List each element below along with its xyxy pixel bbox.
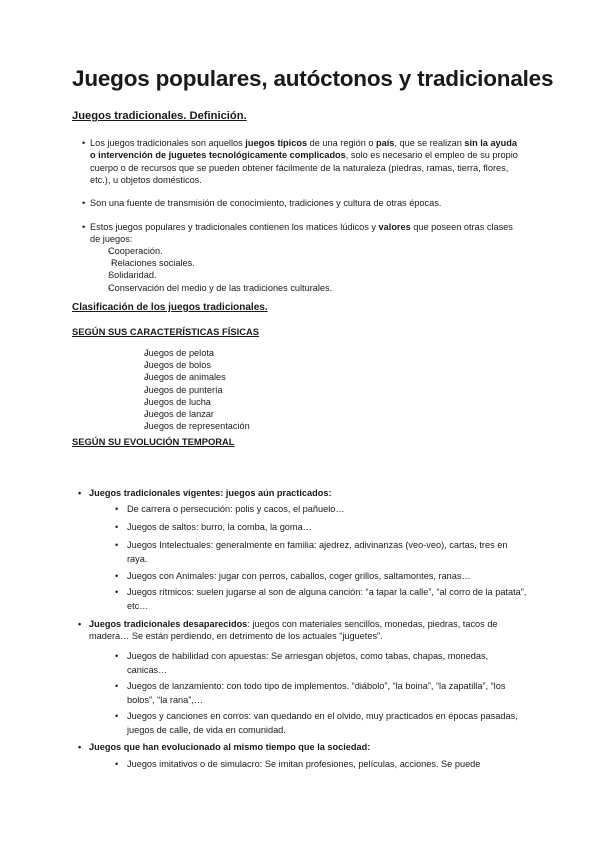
list-item: - Juegos de puntería bbox=[126, 384, 250, 396]
def-text-g: , solo es necesario el empleo de su propio cuerpo o de recursos que se pueden obtener fácilmente de la naturaleza (piedras, ramas, tierra, flores, etc.), u objetos domésticos. bbox=[90, 150, 518, 186]
desaparecidos-text: : juegos con materiales sencillos, monedas, piedras, tacos de madera… Se están perdiendo, en detrimento de los actuales “juguetes”. bbox=[89, 619, 498, 642]
def-text-e: , que se realizan bbox=[394, 138, 465, 148]
desaparecidos-label: Juegos tradicionales desaparecidos bbox=[89, 619, 248, 629]
physical-list bbox=[126, 347, 250, 432]
list-item: • Juegos de saltos: burro, la comba, la goma… bbox=[127, 521, 527, 535]
list-item: - Conservación del medio y de las tradiciones culturales. bbox=[90, 282, 332, 294]
list-item: • Juegos rítmicos: suelen jugarse al son de alguna canción: “a tapar la calle”, “al corro de la patata”, etc… bbox=[127, 586, 529, 614]
list-item: • Juegos de habilidad con apuestas: Se arriesgan objetos, como tabas, chapas, monedas, canicas… bbox=[127, 650, 527, 678]
list-item: • Juegos de lanzamiento: con todo tipo de implementos. “diábolo”, “la boina”, “la zapatilla”, “los bolos”, “la rana”,… bbox=[127, 680, 527, 708]
list-item: - Juegos de pelota bbox=[126, 347, 250, 359]
def-text-d: país bbox=[376, 138, 395, 148]
list-item: - Juegos de representación bbox=[126, 420, 250, 432]
def-text-f: sin la ayuda o intervención de juguetes tecnológicamente complicados bbox=[90, 138, 518, 161]
classification-heading: Clasificación de los juegos tradicionales. bbox=[72, 302, 268, 313]
values-text-b: valores bbox=[378, 222, 411, 232]
values-paragraph bbox=[90, 221, 522, 246]
def-text-b: juegos típicos bbox=[245, 138, 308, 148]
values-list bbox=[90, 245, 332, 294]
def-text-a: Los juegos tradicionales son aquellos bbox=[90, 138, 246, 148]
evolucionado-label: • Juegos que han evolucionado al mismo tiempo que la sociedad: bbox=[89, 741, 529, 753]
list-item: • Juegos con Animales: jugar con perros, caballos, coger grillos, saltamontes, ranas… bbox=[127, 570, 527, 584]
desaparecidos-paragraph bbox=[89, 618, 527, 643]
vigentes-label: • Juegos tradicionales vigentes: juegos aún practicados: bbox=[89, 487, 529, 499]
list-item: - Solidaridad. bbox=[90, 269, 332, 281]
definition-heading: Juegos tradicionales. Definición. bbox=[72, 110, 247, 122]
page-title: Juegos populares, autóctonos y tradicionales bbox=[72, 66, 554, 91]
list-item: - Cooperación. bbox=[90, 245, 332, 257]
definition-paragraph bbox=[90, 137, 522, 187]
list-item: • Juegos y canciones en corros: van quedando en el olvido, muy practicados en épocas pasadas, juegos de calle, de vida en comunidad. bbox=[127, 710, 527, 738]
list-item: • Juegos imitativos o de simulacro: Se imitan profesiones, películas, acciones. Se puede bbox=[127, 758, 537, 772]
physical-subheading: SEGÚN SUS CARACTERÍSTICAS FÍSICAS bbox=[72, 326, 259, 337]
temporal-subheading: SEGÚN SU EVOLUCIÓN TEMPORAL bbox=[72, 436, 235, 447]
list-item: - Juegos de animales bbox=[126, 371, 250, 383]
def-text-c: de una región o bbox=[307, 138, 377, 148]
list-item: • Juegos Intelectuales: generalmente en familia: ajedrez, adivinanzas (veo-veo), cartas, tres en raya. bbox=[127, 539, 529, 567]
transmission-paragraph: • Son una fuente de transmisión de conocimiento, tradiciones y cultura de otras épocas. bbox=[90, 197, 522, 209]
values-text-a: Estos juegos populares y tradicionales contienen los matices lúdicos y bbox=[90, 222, 379, 232]
values-text-c: que poseen otras clases de juegos: bbox=[90, 222, 513, 245]
list-item: • De carrera o persecución: polis y cacos, el pañuelo… bbox=[127, 503, 527, 517]
list-item: - Juegos de bolos bbox=[126, 359, 250, 371]
list-item: - Relaciones sociales. bbox=[90, 257, 332, 269]
list-item: - Juegos de lucha bbox=[126, 396, 250, 408]
list-item: - Juegos de lanzar bbox=[126, 408, 250, 420]
